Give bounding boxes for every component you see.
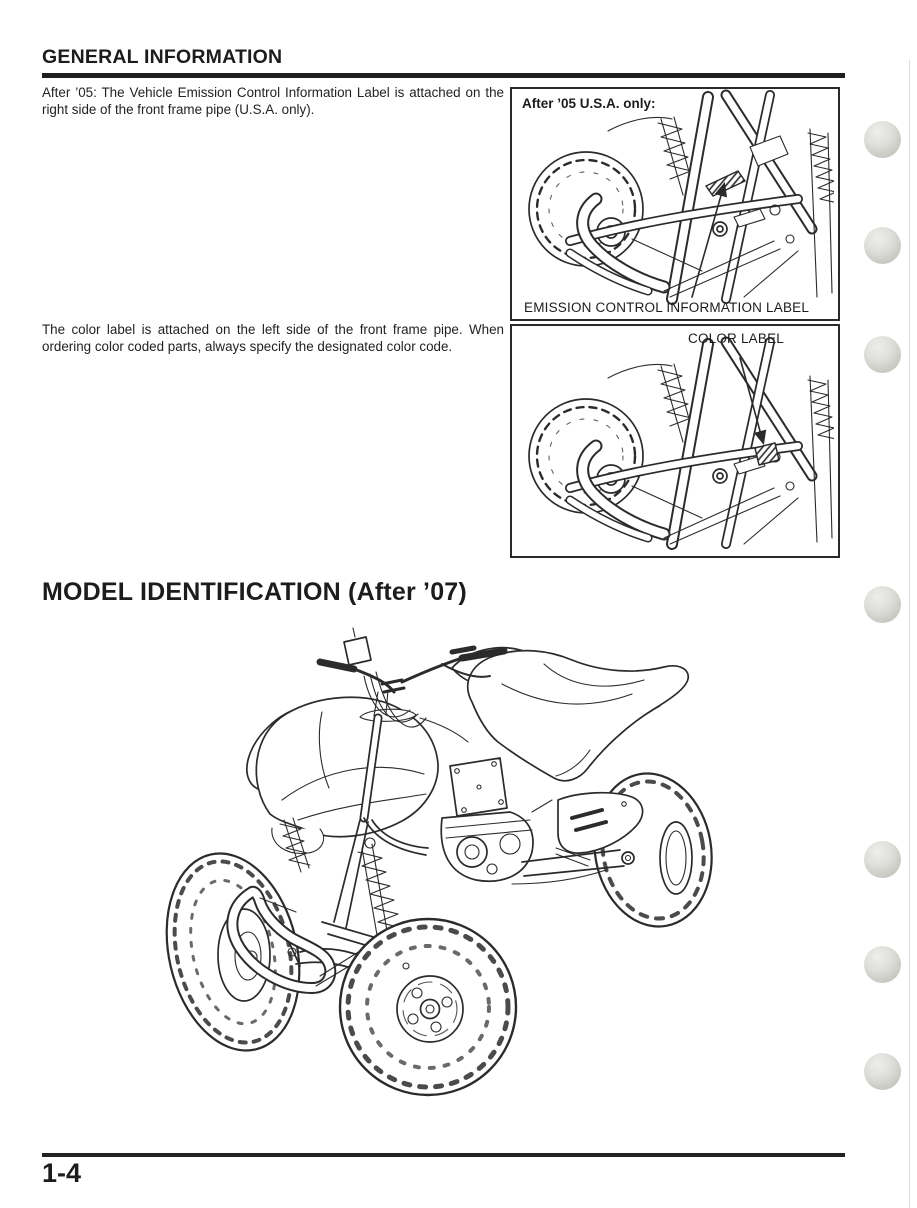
figure-caption: COLOR LABEL xyxy=(688,331,784,346)
header-rule xyxy=(42,73,845,78)
footer-rule xyxy=(42,1153,845,1157)
frame-closeup-drawing xyxy=(512,89,834,315)
figure-caption: EMISSION CONTROL INFORMATION LABEL xyxy=(524,300,810,315)
atv-drawing xyxy=(120,622,720,1112)
figure-color-label xyxy=(510,324,840,558)
section-heading: MODEL IDENTIFICATION (After ’07) xyxy=(42,578,467,606)
page-edge-line xyxy=(909,60,910,1208)
binding-hole xyxy=(864,227,901,264)
figure-variant-label: After ’05 U.S.A. only: xyxy=(522,96,656,111)
binding-hole xyxy=(864,336,901,373)
binding-hole xyxy=(864,841,901,878)
binding-hole xyxy=(864,586,901,623)
binding-hole xyxy=(864,946,901,983)
page-number: 1-4 xyxy=(42,1158,82,1188)
binding-hole xyxy=(864,121,901,158)
binding-hole xyxy=(864,1053,901,1090)
frame-closeup-drawing xyxy=(512,326,834,552)
figure-emission-label xyxy=(510,87,840,321)
page-title: GENERAL INFORMATION xyxy=(42,46,283,68)
color-paragraph: The color label is attached on the left side of the front frame pipe. When ordering color coded parts, always specify the designated color code. xyxy=(42,322,504,355)
emission-paragraph: After ’05: The Vehicle Emission Control Information Label is attached on the right side of the front frame pipe (U.S.A. only). xyxy=(42,85,504,118)
